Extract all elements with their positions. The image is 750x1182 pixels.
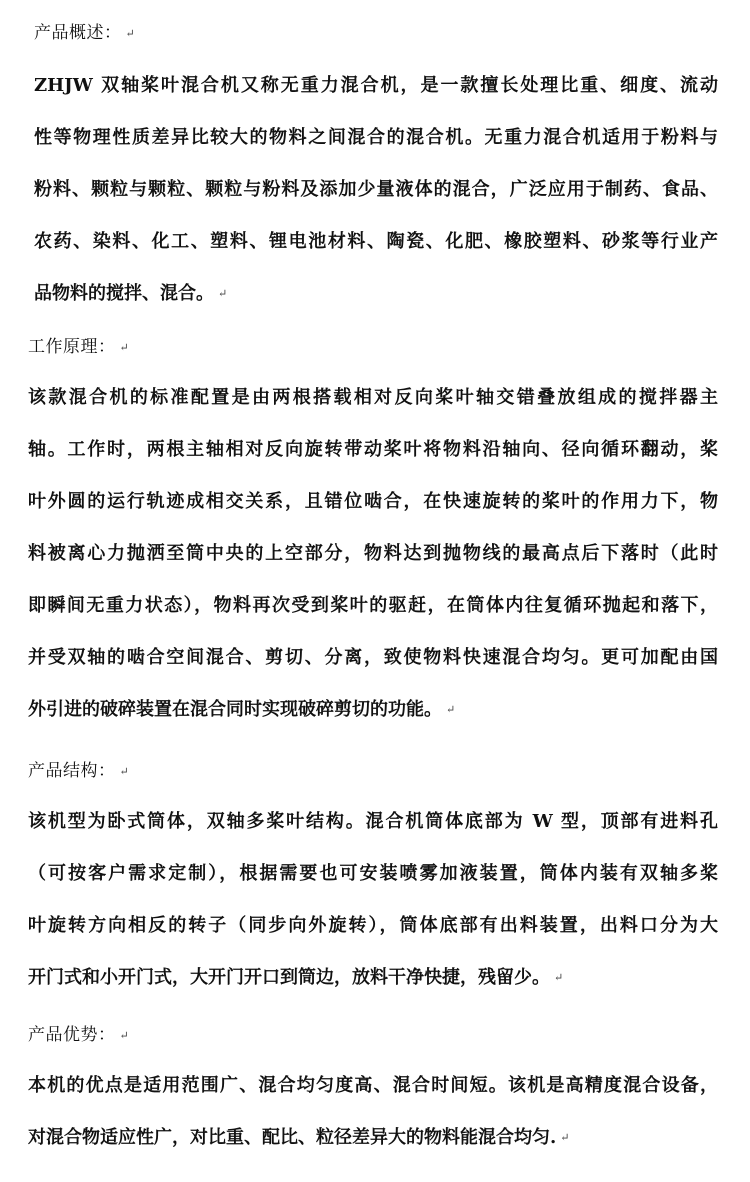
section-heading-overview (34, 22, 135, 45)
paragraph-line: 该款混合机的标准配置是由两根搭载相对反向桨叶轴交错叠放组成的搅拌器主 (28, 387, 718, 408)
paragraph-mark-icon: ↵ (218, 287, 228, 300)
paragraph-line (34, 268, 718, 320)
paragraph-mark-icon: ↵ (446, 703, 456, 716)
paragraph-line: 该机型为卧式筒体，双轴多桨叶结构。混合机筒体底部为 W 型，顶部有进料孔 (28, 811, 718, 832)
line-text: 外引进的破碎装置在混合同时实现破碎剪切的功能。 (28, 699, 442, 720)
paragraph-line: 性等物理性质差异比较大的物料之间混合的混合机。无重力混合机适用于粉料与 (34, 127, 718, 148)
paragraph-line: 轴。工作时，两根主轴相对反向旋转带动桨叶将物料沿轴向、径向循环翻动，桨 (28, 439, 718, 460)
paragraph-line: （可按客户需求定制），根据需要也可安装喷雾加液装置，筒体内装有双轴多桨 (28, 863, 718, 884)
section-paragraph-advantages (28, 1060, 718, 1164)
paragraph-line: 并受双轴的啮合空间混合、剪切、分离，致使物料快速混合均匀。更可加配由国 (28, 647, 718, 668)
paragraph-mark-icon: ↵ (119, 764, 130, 778)
heading-text: 产品概述： (34, 23, 122, 43)
paragraph-mark-icon: ↵ (554, 971, 564, 984)
paragraph-line: 叶外圆的运行轨迹成相交关系，且错位啮合，在快速旋转的桨叶的作用力下，物 (28, 491, 718, 512)
line-text: 品物料的搅拌、混合。 (34, 283, 214, 304)
paragraph-line: ZHJW 双轴桨叶混合机又称无重力混合机，是一款擅长处理比重、细度、流动 (34, 75, 718, 96)
paragraph-line (28, 1112, 718, 1164)
heading-text: 产品结构： (28, 761, 116, 781)
paragraph-line (28, 952, 718, 1004)
section-heading-advantages (28, 1024, 129, 1047)
paragraph-line: 农药、染料、化工、塑料、锂电池材料、陶瓷、化肥、橡胶塑料、砂浆等行业产 (34, 231, 718, 252)
paragraph-line: 叶旋转方向相反的转子（同步向外旋转），筒体底部有出料装置，出料口分为大 (28, 915, 718, 936)
paragraph-mark-icon: ↵ (125, 26, 136, 40)
paragraph-mark-icon: ↵ (560, 1131, 570, 1144)
paragraph-mark-icon: ↵ (119, 340, 130, 354)
section-paragraph-overview (34, 60, 718, 320)
heading-text: 工作原理： (28, 337, 116, 357)
section-heading-structure (28, 760, 129, 783)
paragraph-mark-icon: ↵ (119, 1028, 130, 1042)
paragraph-line: 粉料、颗粒与颗粒、颗粒与粉料及添加少量液体的混合，广泛应用于制药、食品、 (34, 179, 718, 200)
paragraph-line: 料被离心力抛洒至筒中央的上空部分，物料达到抛物线的最高点后下落时（此时 (28, 543, 718, 564)
line-text: 开门式和小开门式，大开门开口到筒边，放料干净快捷，残留少。 (28, 967, 550, 988)
paragraph-line (28, 684, 718, 736)
section-heading-principle (28, 336, 129, 359)
section-paragraph-principle (28, 372, 718, 736)
section-paragraph-structure (28, 796, 718, 1004)
line-text: 对混合物适应性广，对比重、配比、粒径差异大的物料能混合均匀. (28, 1127, 557, 1148)
paragraph-line: 本机的优点是适用范围广、混合均匀度高、混合时间短。该机是高精度混合设备， (28, 1075, 718, 1096)
paragraph-line: 即瞬间无重力状态），物料再次受到桨叶的驱赶，在筒体内往复循环抛起和落下， (28, 595, 718, 616)
heading-text: 产品优势： (28, 1025, 116, 1045)
